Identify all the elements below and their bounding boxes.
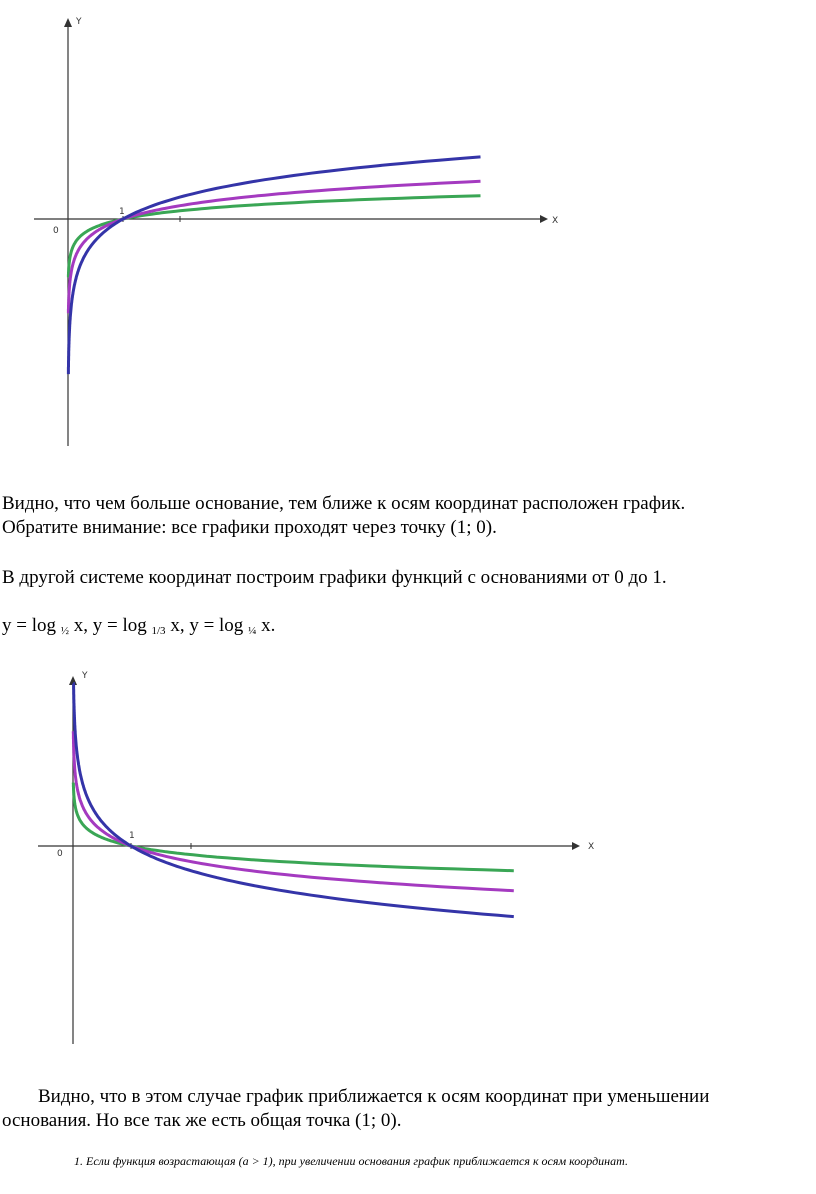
y-axis-label: Y: [76, 17, 82, 27]
formula-subscript: ¼: [248, 625, 257, 637]
formula-subscript: ½: [60, 625, 69, 637]
x-axis-arrow: [540, 215, 548, 223]
formula-part: y = log: [2, 615, 61, 636]
graph-decreasing-logarithms: [0, 660, 620, 1050]
paragraph-2: В другой системе координат построим графики функций с основаниями от 0 до 1.: [2, 567, 667, 588]
curve-log-base-1-4: [73, 783, 514, 871]
footnote: 1. Если функция возрастающая (a > 1), при увеличении основания график приближается к осям координат.: [74, 1154, 628, 1168]
curve-log-base-medium: [68, 181, 480, 313]
paragraph-4: [2, 1085, 709, 1133]
x-axis-label: X: [552, 216, 559, 226]
one-label: 1: [129, 831, 135, 841]
y-axis-arrow: [64, 18, 72, 27]
curve-log-base-1-3: [73, 731, 514, 890]
formula-part: x, y = log: [69, 615, 152, 636]
origin-label: 0: [53, 226, 59, 236]
curve-log-base-large: [68, 196, 480, 278]
curve-log-base-1-2: [73, 684, 514, 917]
y-axis-label: Y: [82, 671, 88, 681]
formula-part: x.: [256, 615, 276, 636]
curve-log-base-small: [68, 157, 480, 374]
one-label: 1: [119, 207, 125, 217]
x-axis-label: X: [588, 842, 595, 852]
paragraph-4-line-1: Видно, что в этом случае график приближается к осям координат при уменьшении: [38, 1086, 710, 1107]
formula-subscript: 1/3: [151, 625, 166, 637]
x-axis-arrow: [572, 842, 580, 850]
paragraph-1: [2, 492, 685, 540]
formula-part: x, y = log: [165, 615, 249, 636]
paragraph-1-line-2: Обратите внимание: все графики проходят через точку (1; 0).: [2, 517, 497, 538]
origin-label: 0: [57, 849, 63, 859]
paragraph-1-line-1: Видно, что чем больше основание, тем ближе к осям координат расположен график.: [2, 493, 686, 514]
formula-line: [2, 614, 275, 643]
graph-increasing-logarithms: [0, 0, 600, 460]
paragraph-4-line-2: основания. Но все так же есть общая точка (1; 0).: [2, 1110, 402, 1131]
